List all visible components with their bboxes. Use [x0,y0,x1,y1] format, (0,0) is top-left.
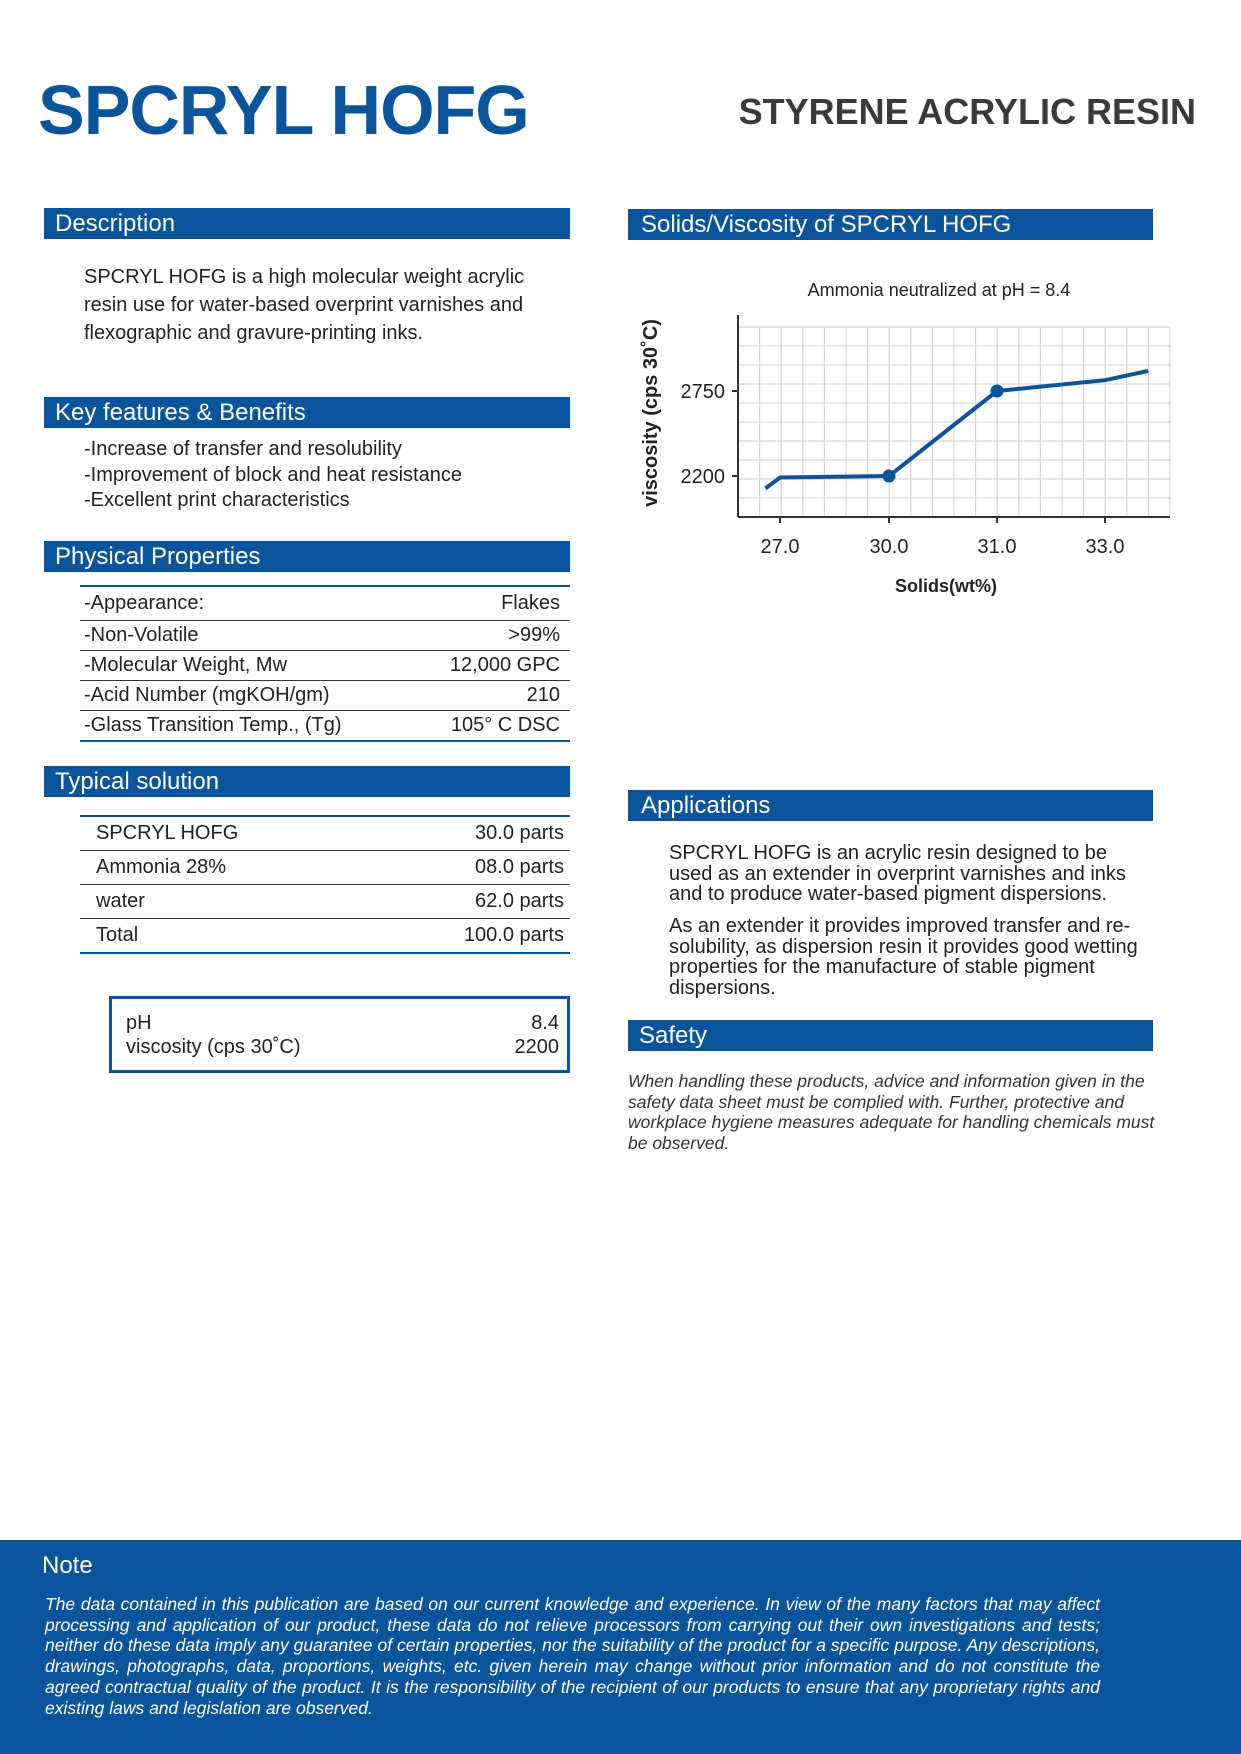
property-value: 105° C DSC [416,711,570,742]
x-tick-label: 31.0 [977,536,1017,558]
property-value: Flakes [416,586,570,621]
x-axis-label: Solids(wt%) [895,576,997,596]
x-tick-label: 27.0 [760,536,800,558]
property-label: -Non-Volatile [80,621,416,651]
product-type: STYRENE ACRYLIC RESIN [738,91,1196,132]
solution-value: 30.0 parts [361,816,570,851]
description-title: Description [44,208,570,239]
series-layer [765,371,1148,488]
property-label: -Molecular Weight, Mw [80,651,416,681]
property-label: -Acid Number (mgKOH/gm) [80,681,416,711]
features-list [84,437,564,514]
x-tick-label: 33.0 [1085,536,1125,558]
solution-title: Typical solution [44,766,570,797]
feature-item: -Excellent print characteristics [84,489,350,511]
table-row [80,711,570,742]
property-value: 12,000 GPC [416,651,570,681]
x-tick-label: 30.0 [869,536,909,558]
solution-value: 62.0 parts [361,885,570,919]
chart-title: Ammonia neutralized at pH = 8.4 [807,280,1071,300]
applications-paragraph: SPCRYL HOFG is an acrylic resin designed to be used as an extender in overprint varnishes and inks and to produce water-based pigment dispersions. [669,842,1126,905]
solution-value: 08.0 parts [361,851,570,885]
note-title: Note [42,1552,93,1579]
solution-label: Ammonia 28% [80,851,361,885]
x-tick-labels [761,517,1125,558]
table-row [80,851,570,885]
physical-properties-table [80,585,570,742]
y-tick-labels [681,381,739,488]
note-section [0,1540,1241,1754]
feature-item: -Increase of transfer and resolubility [84,438,402,460]
property-value: 210 [416,681,570,711]
typical-solution-table [80,815,570,954]
property-value: >99% [416,621,570,651]
series-line [765,371,1148,488]
safety-text: When handling these products, advice and information given in the safety data sheet must be complied with. Further, protective and workplace hygiene measures adequate for handling chemicals must be observed. [628,1071,1155,1153]
table-row [80,681,570,711]
property-label: -Appearance: [80,586,416,621]
chart-grid [738,327,1170,517]
table-row [80,919,570,954]
applications-title: Applications [628,790,1153,821]
y-tick-label: 2200 [680,466,725,488]
safety-title: Safety [628,1020,1153,1051]
ph-value: 8.4 [531,1012,559,1034]
ph-label: pH [126,1012,152,1034]
viscosity-value: 2200 [514,1036,559,1058]
viscosity-label: viscosity (cps 30˚C) [126,1036,301,1058]
data-point [883,470,896,483]
table-row [80,651,570,681]
feature-item: -Improvement of block and heat resistance [84,463,462,486]
table-row [80,885,570,919]
applications-paragraph: As an extender it provides improved transfer and re-solubility, as dispersion resin it provides good wetting properties for the manufacture of stable pigment dispersions. [669,915,1138,999]
viscosity-chart [628,270,1188,610]
property-label: -Glass Transition Temp., (Tg) [80,711,416,742]
physical-title: Physical Properties [44,541,570,572]
product-name: SPCRYL HOFG [38,71,529,149]
solution-value: 100.0 parts [361,919,570,954]
table-row [80,816,570,851]
chart-section-title: Solids/Viscosity of SPCRYL HOFG [628,209,1153,240]
description-text: SPCRYL HOFG is a high molecular weight acrylic resin use for water-based overprint varnishes and flexographic and gravure-printing inks. [84,266,525,344]
table-row [80,586,570,621]
table-row [80,621,570,651]
solution-label: Total [80,919,361,954]
ph-row [126,1011,559,1035]
solution-label: SPCRYL HOFG [80,816,361,851]
solution-label: water [80,885,361,919]
note-text: The data contained in this publication are based on our current knowledge and experience. In view of the many factors that may affect processing and application of our product, these data do not relieve processors from carrying out their own investigations and tests; neither do these data imply any guarantee of certain properties, nor the suitability of the product for a specific purpose. Any descriptions, drawings, photographs, data, proportions, weights, etc. given herein may change without prior information and do not constitute the agreed contractual quality of the product. It is the responsibility of the recipient of our products to ensure that any proprietary rights and existing laws and legislation are observed. [45,1594,1100,1718]
viscosity-row [126,1035,559,1059]
y-tick-label: 2750 [680,381,725,403]
ph-viscosity-box [109,996,570,1073]
features-title: Key features & Benefits [44,397,570,428]
y-axis-label: viscosity (cps 30˚C) [640,319,662,507]
data-point [991,385,1004,398]
